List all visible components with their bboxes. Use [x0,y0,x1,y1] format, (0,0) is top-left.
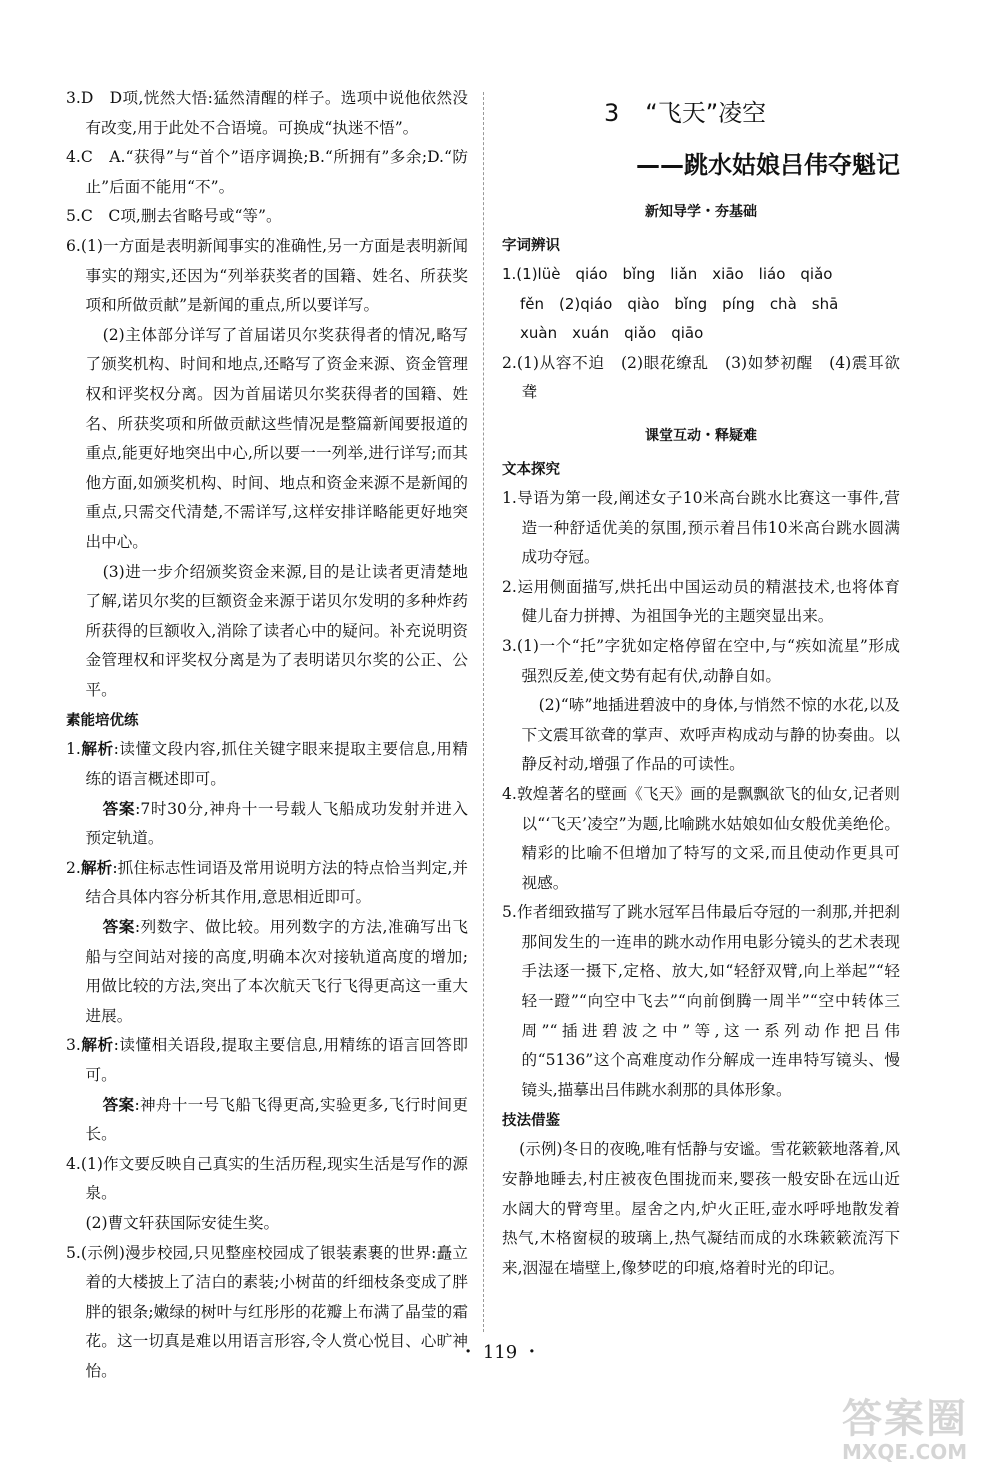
pinyin-line: xuàn xuán qiǎo qiāo [520,324,704,343]
subheading-technique: 技法借鉴 [502,1113,560,1130]
answer-item: 4.(1)作文要反映自己真实的生活历程,现实生活是写作的源泉。 [66,1154,468,1203]
answer-label: 答案 [102,799,136,818]
answer-text: :抓住标志性词语及常用说明方法的特点恰当判定,并结合具体内容分析其作用,意思相近即可。 [85,858,468,907]
item-number: 1. [66,740,81,759]
answer-item: 5.(示例)漫步校园,只见整座校园成了银装素裹的世界:矗立着的大楼披上了洁白的素装;小树苗的纤细枝条变成了胖胖的银条;嫩绿的树叶与红彤彤的花瓣上布满了晶莹的霜花。这一切真是难以用语言形容,令人赏心悦目、心旷神怡。 [66,1243,468,1380]
text-exploration-items [502,484,900,1105]
section-heading-classroom: 课堂互动・释疑难 [645,427,757,444]
answer-item [66,735,468,794]
page-number: ・ 119 ・ [459,1342,541,1363]
watermark-line1: 答案圈 [842,1396,968,1442]
lesson-title-text: “飞天”凌空 [645,99,767,127]
answer-item [66,795,468,854]
answer-item: 3.D D项,恍然大悟:猛然清醒的样子。选项中说他依然没有改变,用于此处不合语境。可换成“执迷不悟”。 [66,89,468,137]
watermark-logo [842,1387,992,1462]
item-number: 2. [66,858,81,877]
answer-item: 4.敦煌著名的壁画《飞天》画的是飘飘欲飞的仙女,记者则以“‘飞天’凌空”为题,比喻跳水姑娘如仙女般优美绝伦。精彩的比喻不但增加了特写的文采,而且使动作更具可视感。 [502,784,900,892]
subheading-text-exploration: 文本探究 [502,461,560,478]
answer-item: 5.C C项,删去省略号或“等”。 [66,207,282,226]
section-heading: 素能培优练 [66,713,139,730]
answer-text: :7时30分,神舟十一号载人飞船成功发射并进入预定轨道。 [85,799,468,848]
answer-item: 1.导语为第一段,阐述女子10米高台跳水比赛这一事件,营造一种舒适优美的氛围,预示着吕伟10米高台跳水圆满成功夺冠。 [502,488,900,567]
pinyin-line: fěn (2)qiáo qiào bǐng píng chà shā [520,294,839,313]
answer-item: (2)“哧”地插进碧波中的身体,与悄然不惊的水花,以及下文震耳欲聋的掌声、欢呼声构成动与静的协奏曲。以静反衬动,增强了作品的可读性。 [521,696,900,774]
answer-text: :神舟十一号飞船飞得更高,实验更多,飞行时间更长。 [85,1095,468,1144]
subheading-word-recognition: 字词辨识 [502,238,560,254]
answer-text: :读懂文段内容,抓住关键字眼来提取主要信息,用精练的语言概述即可。 [85,740,468,789]
item-number: 3. [66,1036,81,1055]
watermark-line2: MXQE.COM [842,1440,968,1464]
answer-text: :读懂相关语段,提取主要信息,用精练的语言回答即可。 [85,1036,468,1084]
answer-item [66,1031,468,1090]
answer-item [66,913,468,1031]
answer-label: 解析 [80,1036,114,1055]
left-column [66,84,468,1387]
answer-label: 答案 [102,918,135,937]
answer-item [66,1091,468,1150]
answer-item: 2.(1)从容不迫 (2)眼花缭乱 (3)如梦初醒 (4)震耳欲聋 [502,353,900,402]
answer-item [66,854,468,913]
answer-item: 2.运用侧面描写,烘托出中国运动员的精湛技术,也将体育健儿奋力拼搏、为祖国争光的主题突显出来。 [502,577,900,626]
section-heading-new-knowledge: 新知导学・夯基础 [645,204,757,220]
answer-item: 3.(1)一个“托”字犹如定格停留在空中,与“疾如流星”形成强烈反差,使文势有起有伏,动静自如。 [502,636,900,685]
answer-label: 解析 [80,740,114,759]
right-column [502,84,900,1283]
answer-item: (3)进一步介绍颁奖资金来源,目的是让读者更清楚地了解,诺贝尔奖的巨额资金来源于诺贝尔发明的多种炸药所获得的巨额收入,消除了读者心中的疑问。补充说明资金管理权和评奖权分离是为了表明诺贝尔奖的公正、公平。 [85,562,468,699]
answer-text: :列数字、做比较。用列数字的方法,准确写出飞船与空间站对接的高度,明确本次对接轨道高度的增加;用做比较的方法,突出了本次航天飞行飞得更高这一重大进展。 [85,918,468,1025]
answer-label: 答案 [102,1095,135,1114]
column-divider [483,92,484,1332]
answer-item: 4.C A.“获得”与“首个”语序调换;B.“所拥有”多余;D.“防止”后面不能用“不”。 [66,148,468,196]
answer-item: 6.(1)一方面是表明新闻事实的准确性,另一方面是表明新闻事实的翔实,还因为“列举获奖者的国籍、姓名、所获奖项和所做贡献”是新闻的重点,所以要详写。 [66,236,468,315]
lesson-subtitle: ——跳水姑娘吕伟夺魁记 [636,151,900,179]
lesson-number: 3 [604,99,620,127]
answer-label: 解析 [80,858,113,877]
lesson-title [604,98,900,128]
pinyin-line: 1.(1)lüè qiáo bǐng liǎn xiāo liáo qiǎo [502,265,833,283]
answer-item: 5.作者细致描写了跳水冠军吕伟最后夺冠的一刹那,并把刹那间发生的一连串的跳水动作用电影分镜头的艺术表现手法逐一摄下,定格、放大,如“轻舒双臂,向上举起”“轻轻一蹬”“向空中飞去”“向前倒腾一周半”“空中转体三周”“插进碧波之中”等,这一系列动作把吕伟的“5136”这个高难度动作分解成一连串特写镜头、慢镜头,描摹出吕伟跳水刹那的具体形象。 [502,903,900,1099]
answer-item: (2)主体部分详写了首届诺贝尔奖获得者的情况,略写了颁奖机构、时间和地点,还略写了资金来源、资金管理权和评奖权分离。因为首届诺贝尔奖获得者的国籍、姓名、所获奖项和所做贡献这些情况是整篇新闻要报道的重点,能更好地突出中心,所以要一一列举,进行详写;而其他方面,如颁奖机构、时间、地点和资金来源不是新闻的重点,只需交代清楚,不需详写,这样安排详略能更好地突出中心。 [85,325,468,551]
example-paragraph: (示例)冬日的夜晚,唯有恬静与安谧。雪花簌簌地落着,风安静地睡去,村庄被夜色围拢而来,婴孩一般安卧在远山近水阔大的臂弯里。屋舍之内,炉火正旺,壶水呼呼地散发着热气,木格窗棂的玻璃上,热气凝结而成的水珠簌簌流泻下来,洇湿在墙壁上,像梦呓的印痕,烙着时光的印记。 [502,1140,900,1277]
answer-item: (2)曹文轩获国际安徒生奖。 [85,1213,280,1232]
